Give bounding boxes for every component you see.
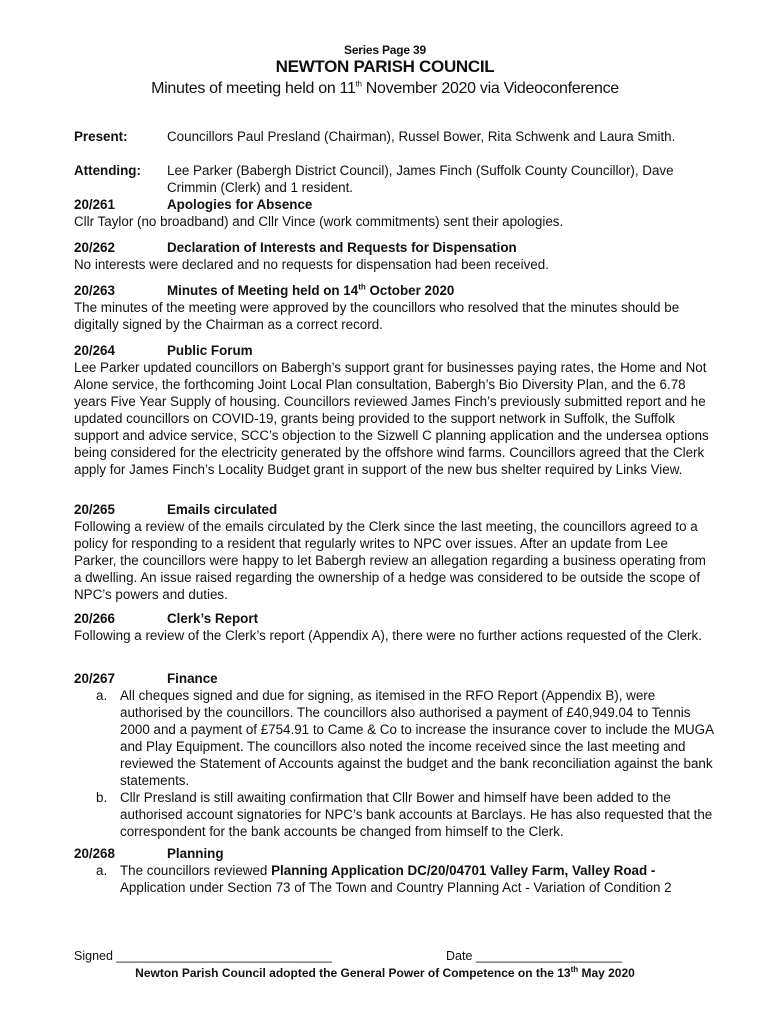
item-number: 20/265 <box>74 502 115 517</box>
present-text: Councillors Paul Presland (Chairman), Russel Bower, Rita Schwenk and Laura Smith. <box>167 129 676 144</box>
item-number: 20/264 <box>74 343 115 358</box>
item-number: 20/266 <box>74 611 115 626</box>
item-number: 20/268 <box>74 846 115 861</box>
attending-text: Lee Parker (Babergh District Council), James Finch (Suffolk County Councillor), Dave Crimmin (Clerk) and 1 resident. <box>167 163 674 195</box>
item-text: Lee Parker updated councillors on Babergh’s support grant for businesses paying rates, the Home and Not Alone service, the forthcoming Joint Local Plan consultation, Babergh’s Bio Diversity Plan, and the 6.78 years Five Year Supply of housing. Councillors reviewed James Finch’s previously submitted report and he updated councillors on COVID-19, grants being provided to the support network in Suffolk, the Suffolk support and advice service, SCC’s objection to the Sizwell C planning application and the undersea options being considered for the electricity generated by the offshore wind farms. Councillors agreed that the Clerk apply for James Finch’s Locality Budget grant in support of the new bus shelter required by Links View. <box>74 360 709 477</box>
council-title: NEWTON PARISH COUNCIL <box>275 57 495 76</box>
list-item: a. All cheques signed and due for signing, as itemised in the RFO Report (Appendix B), were authorised by the councillors. The councillors also authorised a payment of £40,949.04 to Tennis 2000 and a payment of £754.91 to Came & Co to increase the insurance cover to include the MUGA and Play Equipment. The councillors also noted the income received since the last meeting and reviewed the Statement of Accounts against the budget and the bank reconciliation against the bank statements. <box>96 688 714 788</box>
meeting-heading: Minutes of meeting held on 11th November 2020 via Videoconference <box>151 79 619 97</box>
item-title: Clerk’s Report <box>167 611 259 626</box>
attending-label: Attending: <box>74 163 141 178</box>
item-title: Finance <box>167 671 218 686</box>
item-number: 20/263 <box>74 283 115 298</box>
item-20-268 <box>74 845 714 896</box>
item-number: 20/261 <box>74 197 115 212</box>
item-text: Cllr Taylor (no broadband) and Cllr Vince (work commitments) sent their apologies. <box>74 214 564 229</box>
item-text: The minutes of the meeting were approved by the councillors who resolved that the minutes should be digitally signed by the Chairman as a correct record. <box>74 300 680 332</box>
footer-note: Newton Parish Council adopted the General Power of Competence on the 13th May 2020 <box>135 965 635 980</box>
item-20-261 <box>74 196 714 230</box>
list-item: b. Cllr Presland is still awaiting confirmation that Cllr Bower and himself have been added to the authorised account signatories for NPC’s bank accounts at Barclays. He has also requested that the correspondent for the bank accounts be changed from himself to the Clerk. <box>96 790 713 839</box>
item-title: Minutes of Meeting held on 14th October 2020 <box>167 282 455 298</box>
item-20-267 <box>74 670 714 840</box>
item-number: 20/262 <box>74 240 115 255</box>
item-text: Following a review of the emails circulated by the Clerk since the last meeting, the councillors agreed to a policy for responding to a resident that regularly writes to NPC over issues. After an update from Lee Parker, the councillors were happy to let Babergh review an allegation regarding a business operating from a dwelling. An issue raised regarding the ownership of a hedge was considered to be outside the scope of NPC’s powers and duties. <box>74 519 706 602</box>
item-title: Apologies for Absence <box>167 197 313 212</box>
series-page-number: Series Page 39 <box>344 43 426 57</box>
signed-field: Signed _______________________________ <box>74 949 332 963</box>
item-20-266 <box>74 610 714 644</box>
item-title: Declaration of Interests and Requests for Dispensation <box>167 240 517 255</box>
signature-line <box>74 948 714 965</box>
item-number: 20/267 <box>74 671 115 686</box>
item-20-264 <box>74 342 714 478</box>
item-20-262 <box>74 239 714 273</box>
item-20-265 <box>74 501 714 603</box>
item-text: No interests were declared and no requests for dispensation had been received. <box>74 257 549 272</box>
item-title: Emails circulated <box>167 502 278 517</box>
item-text: Following a review of the Clerk’s report (Appendix A), there were no further actions requested of the Clerk. <box>74 628 702 643</box>
item-title: Public Forum <box>167 343 253 358</box>
list-item: a. The councillors reviewed Planning Application DC/20/04701 Valley Farm, Valley Road - Application under Section 73 of The Town and Country Planning Act - Variation of Condition 2 <box>96 863 672 895</box>
item-20-263 <box>74 282 714 333</box>
date-field: Date _____________________ <box>446 949 622 963</box>
present-label: Present: <box>74 129 128 144</box>
item-title: Planning <box>167 846 224 861</box>
